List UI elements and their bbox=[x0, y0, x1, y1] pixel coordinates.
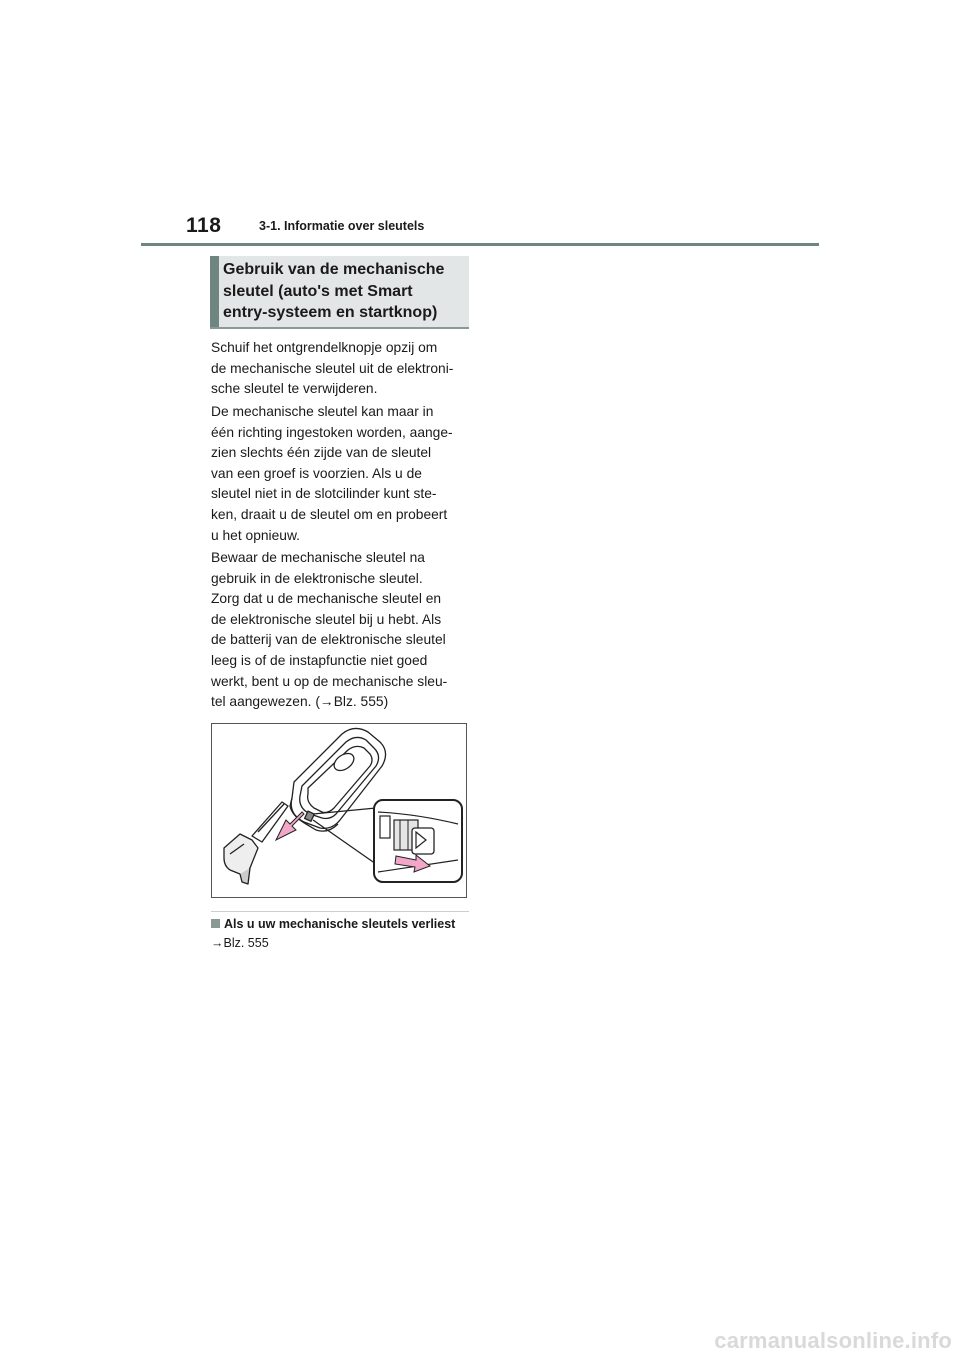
text-line: werkt, bent u op de mechanische sleu- bbox=[211, 673, 448, 689]
note-heading-text: Als u uw mechanische sleutels verliest bbox=[224, 917, 456, 931]
heading-line: sleutel (auto's met Smart bbox=[223, 282, 413, 300]
key-illustration bbox=[211, 723, 467, 898]
arrow-icon: → bbox=[319, 694, 334, 710]
header-divider bbox=[141, 243, 819, 246]
text-line: één richting ingestoken worden, aange- bbox=[211, 424, 453, 440]
release-button-inset bbox=[374, 800, 462, 882]
text-line: u het opnieuw. bbox=[211, 527, 300, 543]
text-line: sche sleutel te verwijderen. bbox=[211, 381, 378, 397]
text-line: zien slechts één zijde van de sleutel bbox=[211, 445, 432, 461]
square-bullet-icon bbox=[211, 919, 220, 928]
text-line: van een groef is voorzien. Als u de bbox=[211, 465, 422, 481]
text-line: de elektronische sleutel bij u hebt. Als bbox=[211, 611, 442, 627]
paragraph-insert-direction bbox=[211, 402, 469, 546]
text-line: gebruik in de elektronische sleutel. bbox=[211, 570, 423, 586]
text-line: ken, draait u de sleutel om en probeert bbox=[211, 506, 448, 522]
watermark: carmanualsonline.info bbox=[714, 1328, 952, 1353]
heading-text bbox=[223, 259, 467, 324]
page-number: 118 bbox=[186, 214, 222, 237]
note-reference[interactable] bbox=[211, 936, 269, 950]
heading-line: Gebruik van de mechanische bbox=[223, 261, 445, 278]
heading-accent-bar bbox=[210, 256, 219, 327]
text-line: Zorg dat u de mechanische sleutel en bbox=[211, 591, 442, 607]
text-line: sleutel niet in de slotcilinder kunt ste- bbox=[211, 486, 437, 502]
key-illustration-svg bbox=[212, 724, 466, 897]
mechanical-key-icon bbox=[224, 802, 288, 884]
text-line: Schuif het ontgrendelknopje opzij om bbox=[211, 340, 438, 355]
text-fragment: tel aangewezen. ( bbox=[211, 694, 320, 710]
text-line: de batterij van de elektronische sleutel bbox=[211, 632, 446, 648]
paragraph-remove-key bbox=[211, 338, 469, 400]
paragraph-store-key bbox=[211, 548, 469, 713]
text-line: leeg is of de instapfunctie niet goed bbox=[211, 652, 428, 668]
section-heading bbox=[210, 256, 469, 329]
electronic-key-icon bbox=[290, 728, 386, 831]
note-heading bbox=[211, 917, 471, 931]
text-line: Bewaar de mechanische sleutel na bbox=[211, 550, 425, 565]
page-reference-link[interactable]: Blz. 555) bbox=[333, 694, 389, 710]
heading-line: entry-systeem en startknop) bbox=[223, 304, 438, 321]
arrow-icon: → bbox=[211, 936, 224, 950]
text-line bbox=[211, 692, 469, 713]
section-title: 3-1. Informatie over sleutels bbox=[259, 219, 425, 233]
page-reference-link[interactable]: Blz. 555 bbox=[223, 936, 269, 950]
text-line: de mechanische sleutel uit de elektroni- bbox=[211, 360, 454, 376]
text-line: De mechanische sleutel kan maar in bbox=[211, 404, 434, 419]
note-divider bbox=[211, 911, 469, 912]
